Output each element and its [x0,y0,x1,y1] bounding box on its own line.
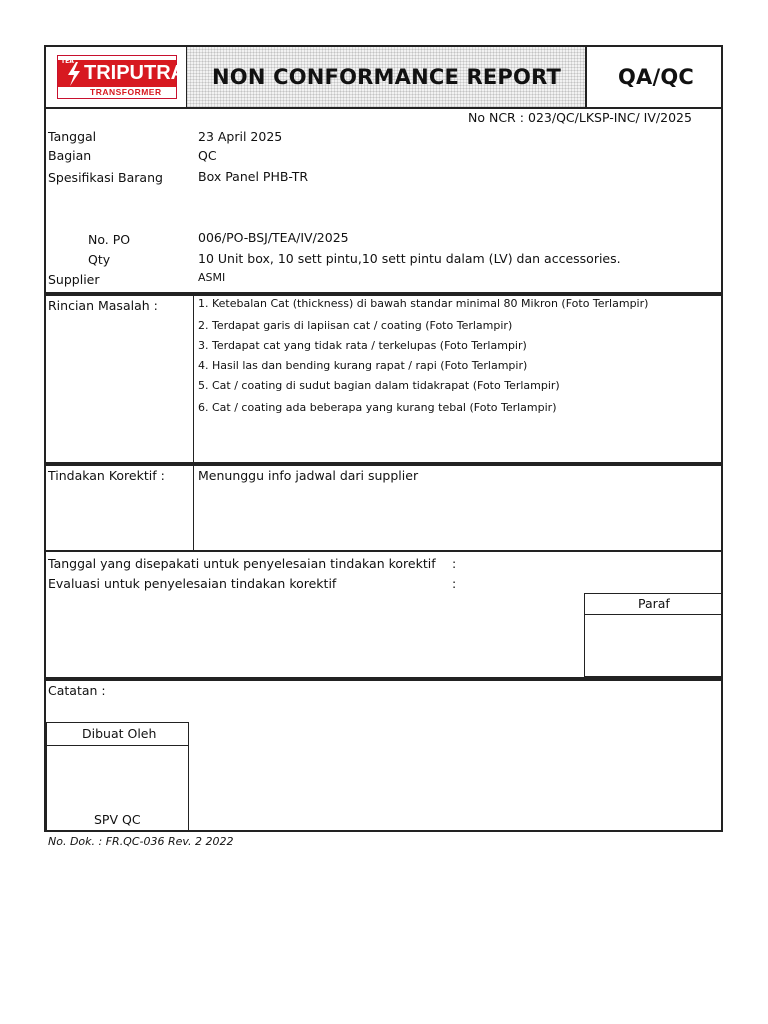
document-number: No. Dok. : FR.QC-036 Rev. 2 2022 [48,835,234,848]
evaluasi-colon: : [452,576,457,591]
rincian-item: 2. Terdapat garis di lapiisan cat / coating (Foto Terlampir) [198,319,513,332]
tindakan-label: Tindakan Korektif : [48,468,165,483]
logo-wordmark: TRIPUTRA [84,62,186,84]
spesifikasi-label: Spesifikasi Barang [48,170,163,185]
rincian-divider [193,296,194,462]
lightning-bolt-icon [66,62,82,86]
paraf-sign-cell [584,614,723,677]
ncr-label: No NCR : [468,110,524,125]
rincian-item: 1. Ketebalan Cat (thickness) di bawah standar minimal 80 Mikron (Foto Terlampir) [198,297,649,310]
tanggal-value: 23 April 2025 [198,129,283,144]
info-section [44,109,723,294]
qty-value: 10 Unit box, 10 sett pintu,10 sett pintu dalam (LV) dan accessories. [198,251,621,266]
spesifikasi-value: Box Panel PHB-TR [198,169,309,184]
report-title: NON CONFORMANCE REPORT [212,65,562,89]
po-value: 006/PO-BSJ/TEA/IV/2025 [198,230,349,245]
paraf-label: Paraf [638,596,670,611]
tanggal-disepakati-label: Tanggal yang disepakati untuk penyelesaian tindakan korektif [48,556,436,571]
bagian-value: QC [198,148,217,163]
tanggal-disepakati-colon: : [452,556,457,571]
ncr-number: 023/QC/LKSP-INC/ IV/2025 [528,110,692,125]
rincian-item: 5. Cat / coating di sudut bagian dalam tidakrapat (Foto Terlampir) [198,379,560,392]
bagian-label: Bagian [48,148,92,163]
dibuat-label: Dibuat Oleh [82,726,157,741]
supplier-label: Supplier [48,272,100,287]
department-label: QA/QC [618,65,695,89]
rincian-item: 4. Hasil las dan bending kurang rapat / rapi (Foto Terlampir) [198,359,528,372]
rincian-label: Rincian Masalah : [48,298,158,313]
tindakan-value: Menunggu info jadwal dari supplier [198,468,419,483]
logo-tag: TEA [61,58,74,65]
tanggal-label: Tanggal [48,129,97,144]
tindakan-divider [193,466,194,550]
rincian-item: 6. Cat / coating ada beberapa yang kurang tebal (Foto Terlampir) [198,401,557,414]
logo-subtitle: TRANSFORMER [90,87,162,97]
po-label: No. PO [88,232,131,247]
rincian-item: 3. Terdapat cat yang tidak rata / terkelupas (Foto Terlampir) [198,339,527,352]
evaluasi-label: Evaluasi untuk penyelesaian tindakan korektif [48,576,337,591]
spv-label: SPV QC [94,812,141,827]
supplier-value: ASMI [198,271,226,284]
qty-label: Qty [88,252,111,267]
catatan-label: Catatan : [48,683,106,698]
company-logo [57,55,186,99]
